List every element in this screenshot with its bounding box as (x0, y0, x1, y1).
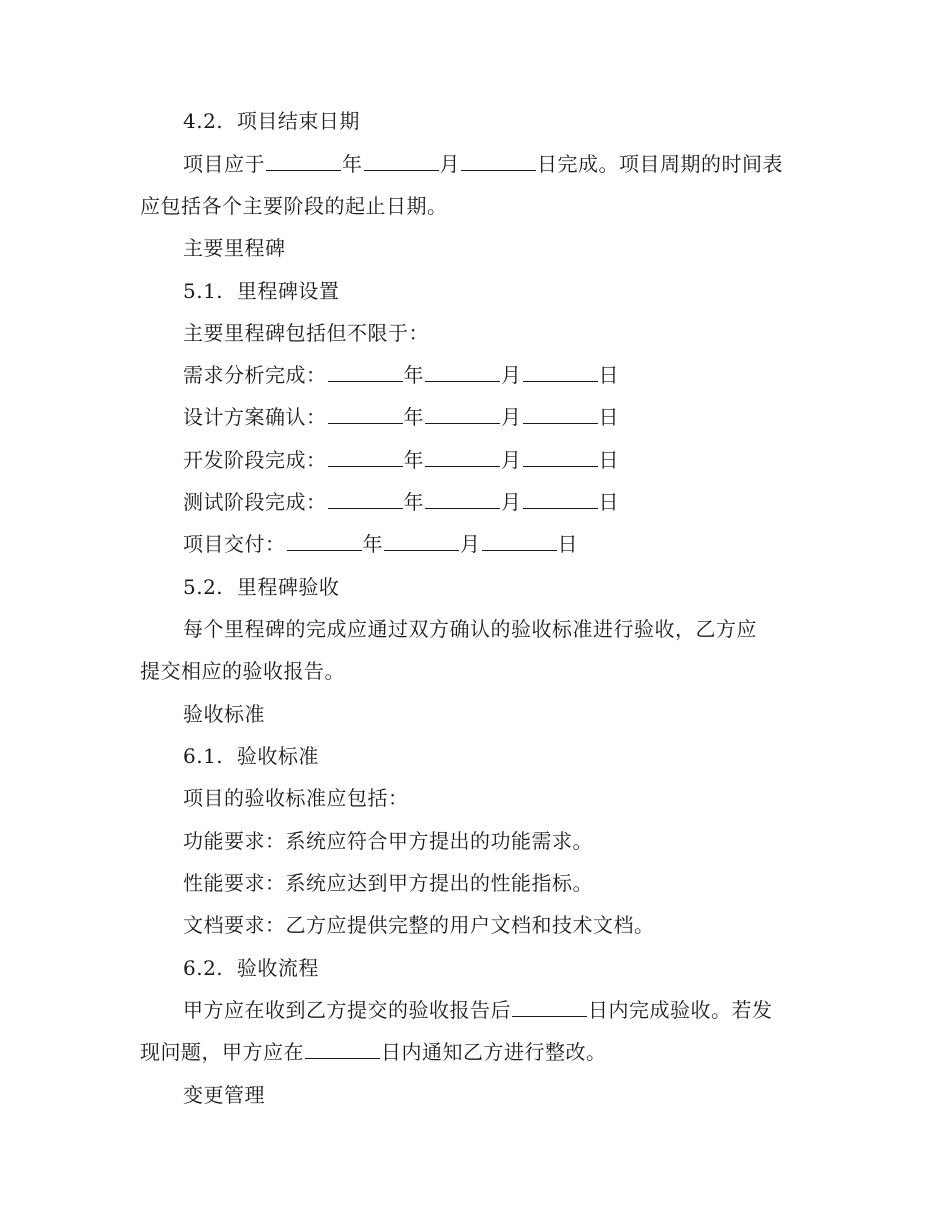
fill-in-blank (305, 1038, 380, 1059)
month-text: 月 (501, 448, 522, 472)
year-text: 年 (362, 532, 383, 556)
text-segment: 性能要求：系统应达到甲方提出的性能指标。 (183, 871, 593, 895)
section-title-milestones (183, 234, 286, 262)
paragraph-milestone-acceptance (183, 615, 757, 643)
day-text: 日 (557, 532, 578, 556)
text-segment: 年 (342, 152, 363, 176)
fill-in-blank (523, 403, 598, 424)
fill-in-blank (328, 488, 403, 509)
text-segment: 项目应于 (183, 152, 265, 176)
text-segment: 日内通知乙方进行整改。 (381, 1040, 607, 1064)
milestone-line (183, 488, 619, 516)
month-text: 月 (460, 532, 481, 556)
fill-in-blank (384, 530, 459, 551)
fill-in-blank (425, 488, 500, 509)
text-segment: 主要里程碑包括但不限于： (183, 321, 429, 345)
milestone-label: 设计方案确认： (183, 405, 327, 429)
heading-text: 6.1. 验收标准 (183, 744, 319, 768)
heading-text: 5.1. 里程碑设置 (183, 279, 340, 303)
month-text: 月 (501, 405, 522, 429)
section-title-change-management (183, 1081, 265, 1109)
paragraph-end-date-cont (140, 192, 448, 220)
fill-in-blank (266, 150, 341, 171)
fill-in-blank (523, 446, 598, 467)
fill-in-blank (425, 403, 500, 424)
paragraph-acceptance-process-cont (140, 1038, 607, 1066)
fill-in-blank (425, 446, 500, 467)
fill-in-blank (328, 361, 403, 382)
section-heading-6-2 (183, 954, 319, 982)
section-heading-6-1 (183, 742, 319, 770)
criteria-performance (183, 869, 593, 897)
heading-text: 6.2. 验收流程 (183, 956, 319, 980)
day-text: 日 (598, 448, 619, 472)
milestone-line (183, 446, 619, 474)
criteria-functional (183, 827, 593, 855)
fill-in-blank (328, 446, 403, 467)
text-segment: 项目的验收标准应包括： (183, 786, 409, 810)
paragraph-end-date (183, 150, 783, 178)
heading-text: 主要里程碑 (183, 236, 286, 260)
milestone-label: 测试阶段完成： (183, 490, 327, 514)
day-text: 日 (598, 363, 619, 387)
milestone-line (183, 530, 578, 558)
criteria-documentation (183, 911, 655, 939)
heading-text: 变更管理 (183, 1083, 265, 1107)
paragraph-milestone-acceptance-cont (140, 657, 345, 685)
milestone-label: 开发阶段完成： (183, 448, 327, 472)
heading-text: 5.2. 里程碑验收 (183, 575, 340, 599)
month-text: 月 (501, 490, 522, 514)
text-segment: 文档要求：乙方应提供完整的用户文档和技术文档。 (183, 913, 655, 937)
year-text: 年 (403, 490, 424, 514)
paragraph-milestones-intro (183, 319, 429, 347)
fill-in-blank (512, 996, 587, 1017)
fill-in-blank (328, 403, 403, 424)
month-text: 月 (501, 363, 522, 387)
text-segment: 现问题，甲方应在 (140, 1040, 304, 1064)
milestone-label: 需求分析完成： (183, 363, 327, 387)
text-segment: 应包括各个主要阶段的起止日期。 (140, 194, 448, 218)
text-segment: 功能要求：系统应符合甲方提出的功能需求。 (183, 829, 593, 853)
text-segment: 每个里程碑的完成应通过双方确认的验收标准进行验收，乙方应 (183, 617, 757, 641)
year-text: 年 (403, 363, 424, 387)
section-title-acceptance (183, 700, 265, 728)
day-text: 日 (598, 405, 619, 429)
heading-text: 4.2. 项目结束日期 (183, 109, 360, 133)
fill-in-blank (461, 150, 536, 171)
fill-in-blank (287, 530, 362, 551)
text-segment: 提交相应的验收报告。 (140, 659, 345, 683)
year-text: 年 (403, 405, 424, 429)
section-heading-4-2 (183, 107, 360, 135)
fill-in-blank (482, 530, 557, 551)
fill-in-blank (523, 488, 598, 509)
text-segment: 日内完成验收。若发 (588, 998, 773, 1022)
fill-in-blank (425, 361, 500, 382)
text-segment: 日完成。项目周期的时间表 (537, 152, 783, 176)
paragraph-acceptance-intro (183, 784, 409, 812)
fill-in-blank (523, 361, 598, 382)
day-text: 日 (598, 490, 619, 514)
milestone-line (183, 403, 619, 431)
fill-in-blank (364, 150, 439, 171)
year-text: 年 (403, 448, 424, 472)
section-heading-5-1 (183, 277, 339, 305)
text-segment: 甲方应在收到乙方提交的验收报告后 (183, 998, 511, 1022)
paragraph-acceptance-process (183, 996, 773, 1024)
milestone-label: 项目交付： (183, 532, 286, 556)
text-segment: 月 (439, 152, 460, 176)
section-heading-5-2 (183, 573, 339, 601)
milestone-line (183, 361, 619, 389)
heading-text: 验收标准 (183, 702, 265, 726)
